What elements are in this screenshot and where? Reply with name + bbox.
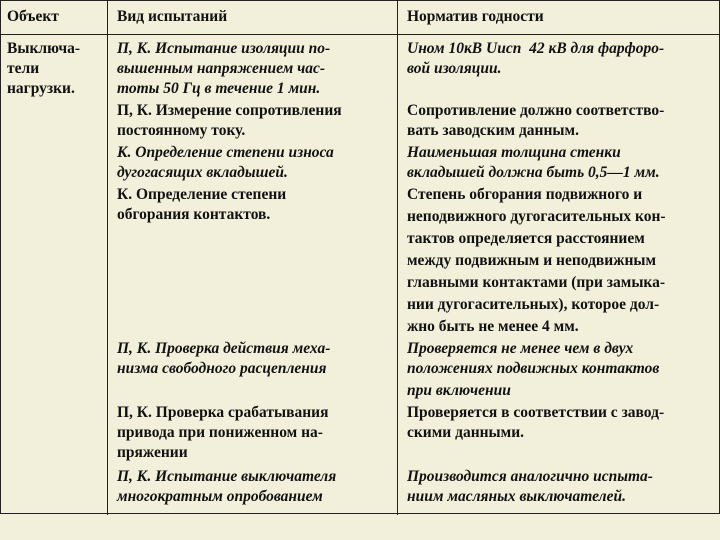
norm-line: главными контактами (при замыка- bbox=[407, 274, 666, 291]
norm-line: ниим масляных выключателей. bbox=[407, 488, 626, 505]
test-line: тоты 50 Гц в течение 1 мин. bbox=[117, 80, 321, 97]
test-line: пряжении bbox=[117, 444, 188, 461]
norm-line: Производится аналогично испыта- bbox=[407, 468, 653, 485]
column-divider bbox=[107, 1, 108, 515]
norm-line: Сопротивление должно соответство- bbox=[407, 102, 665, 119]
norm-line: между подвижным и неподвижным bbox=[407, 252, 657, 269]
norm-line: Проверяется не менее чем в двух bbox=[407, 340, 634, 357]
test-line: вышенным напряжением час- bbox=[117, 60, 326, 77]
norm-line: Проверяется в соответствии с завод- bbox=[407, 404, 665, 421]
test-line: К. Определение степени bbox=[117, 186, 287, 203]
object-line: нагрузки. bbox=[7, 80, 75, 97]
test-line: постоянному току. bbox=[117, 122, 246, 139]
object-line: Выключа- bbox=[7, 40, 80, 57]
header-object: Объект bbox=[7, 8, 59, 25]
column-divider bbox=[397, 1, 398, 515]
test-line: дугогасящих вкладышей. bbox=[117, 164, 288, 181]
norm-line: вой изоляции. bbox=[407, 60, 502, 77]
test-line: низма свободного расцепления bbox=[117, 360, 327, 377]
norm-line: вкладышей должна быть 0,5—1 мм. bbox=[407, 164, 660, 181]
norm-line: скими данными. bbox=[407, 424, 525, 441]
header-divider bbox=[1, 34, 720, 35]
test-line: К. Определение степени износа bbox=[117, 144, 334, 161]
test-line: П, К. Проверка срабатывания bbox=[117, 404, 329, 421]
norm-line: нии дугогасительных), которое дол- bbox=[407, 296, 660, 313]
norm-line: жно быть не менее 4 мм. bbox=[407, 318, 579, 335]
test-line: П, К. Проверка действия меха- bbox=[117, 340, 331, 357]
test-line: обгорания контактов. bbox=[117, 206, 271, 223]
norm-line: тактов определяется расстоянием bbox=[407, 230, 645, 247]
norm-line: при включении bbox=[407, 382, 511, 399]
test-line: П, К. Испытание изоляции по- bbox=[117, 40, 331, 57]
header-test-type: Вид испытаний bbox=[117, 8, 228, 25]
test-line: П, К. Измерение сопротивления bbox=[117, 102, 342, 119]
test-line: привода при пониженном на- bbox=[117, 424, 323, 441]
norm-line: неподвижного дугогасительных кон- bbox=[407, 208, 666, 225]
test-line: многократным опробованием bbox=[117, 488, 323, 505]
header-norm: Норматив годности bbox=[407, 8, 544, 25]
norm-line: Степень обгорания подвижного и bbox=[407, 186, 643, 203]
norm-line: вать заводским данным. bbox=[407, 122, 579, 139]
norm-line: Наименьшая толщина стенки bbox=[407, 144, 621, 161]
object-line: тели bbox=[7, 60, 40, 77]
test-line: П, К. Испытание выключателя bbox=[117, 468, 337, 485]
norm-line: Uном 10кВ Uисп 42 кВ для фарфоро- bbox=[407, 40, 665, 57]
norm-line: положениях подвижных контактов bbox=[407, 360, 660, 377]
